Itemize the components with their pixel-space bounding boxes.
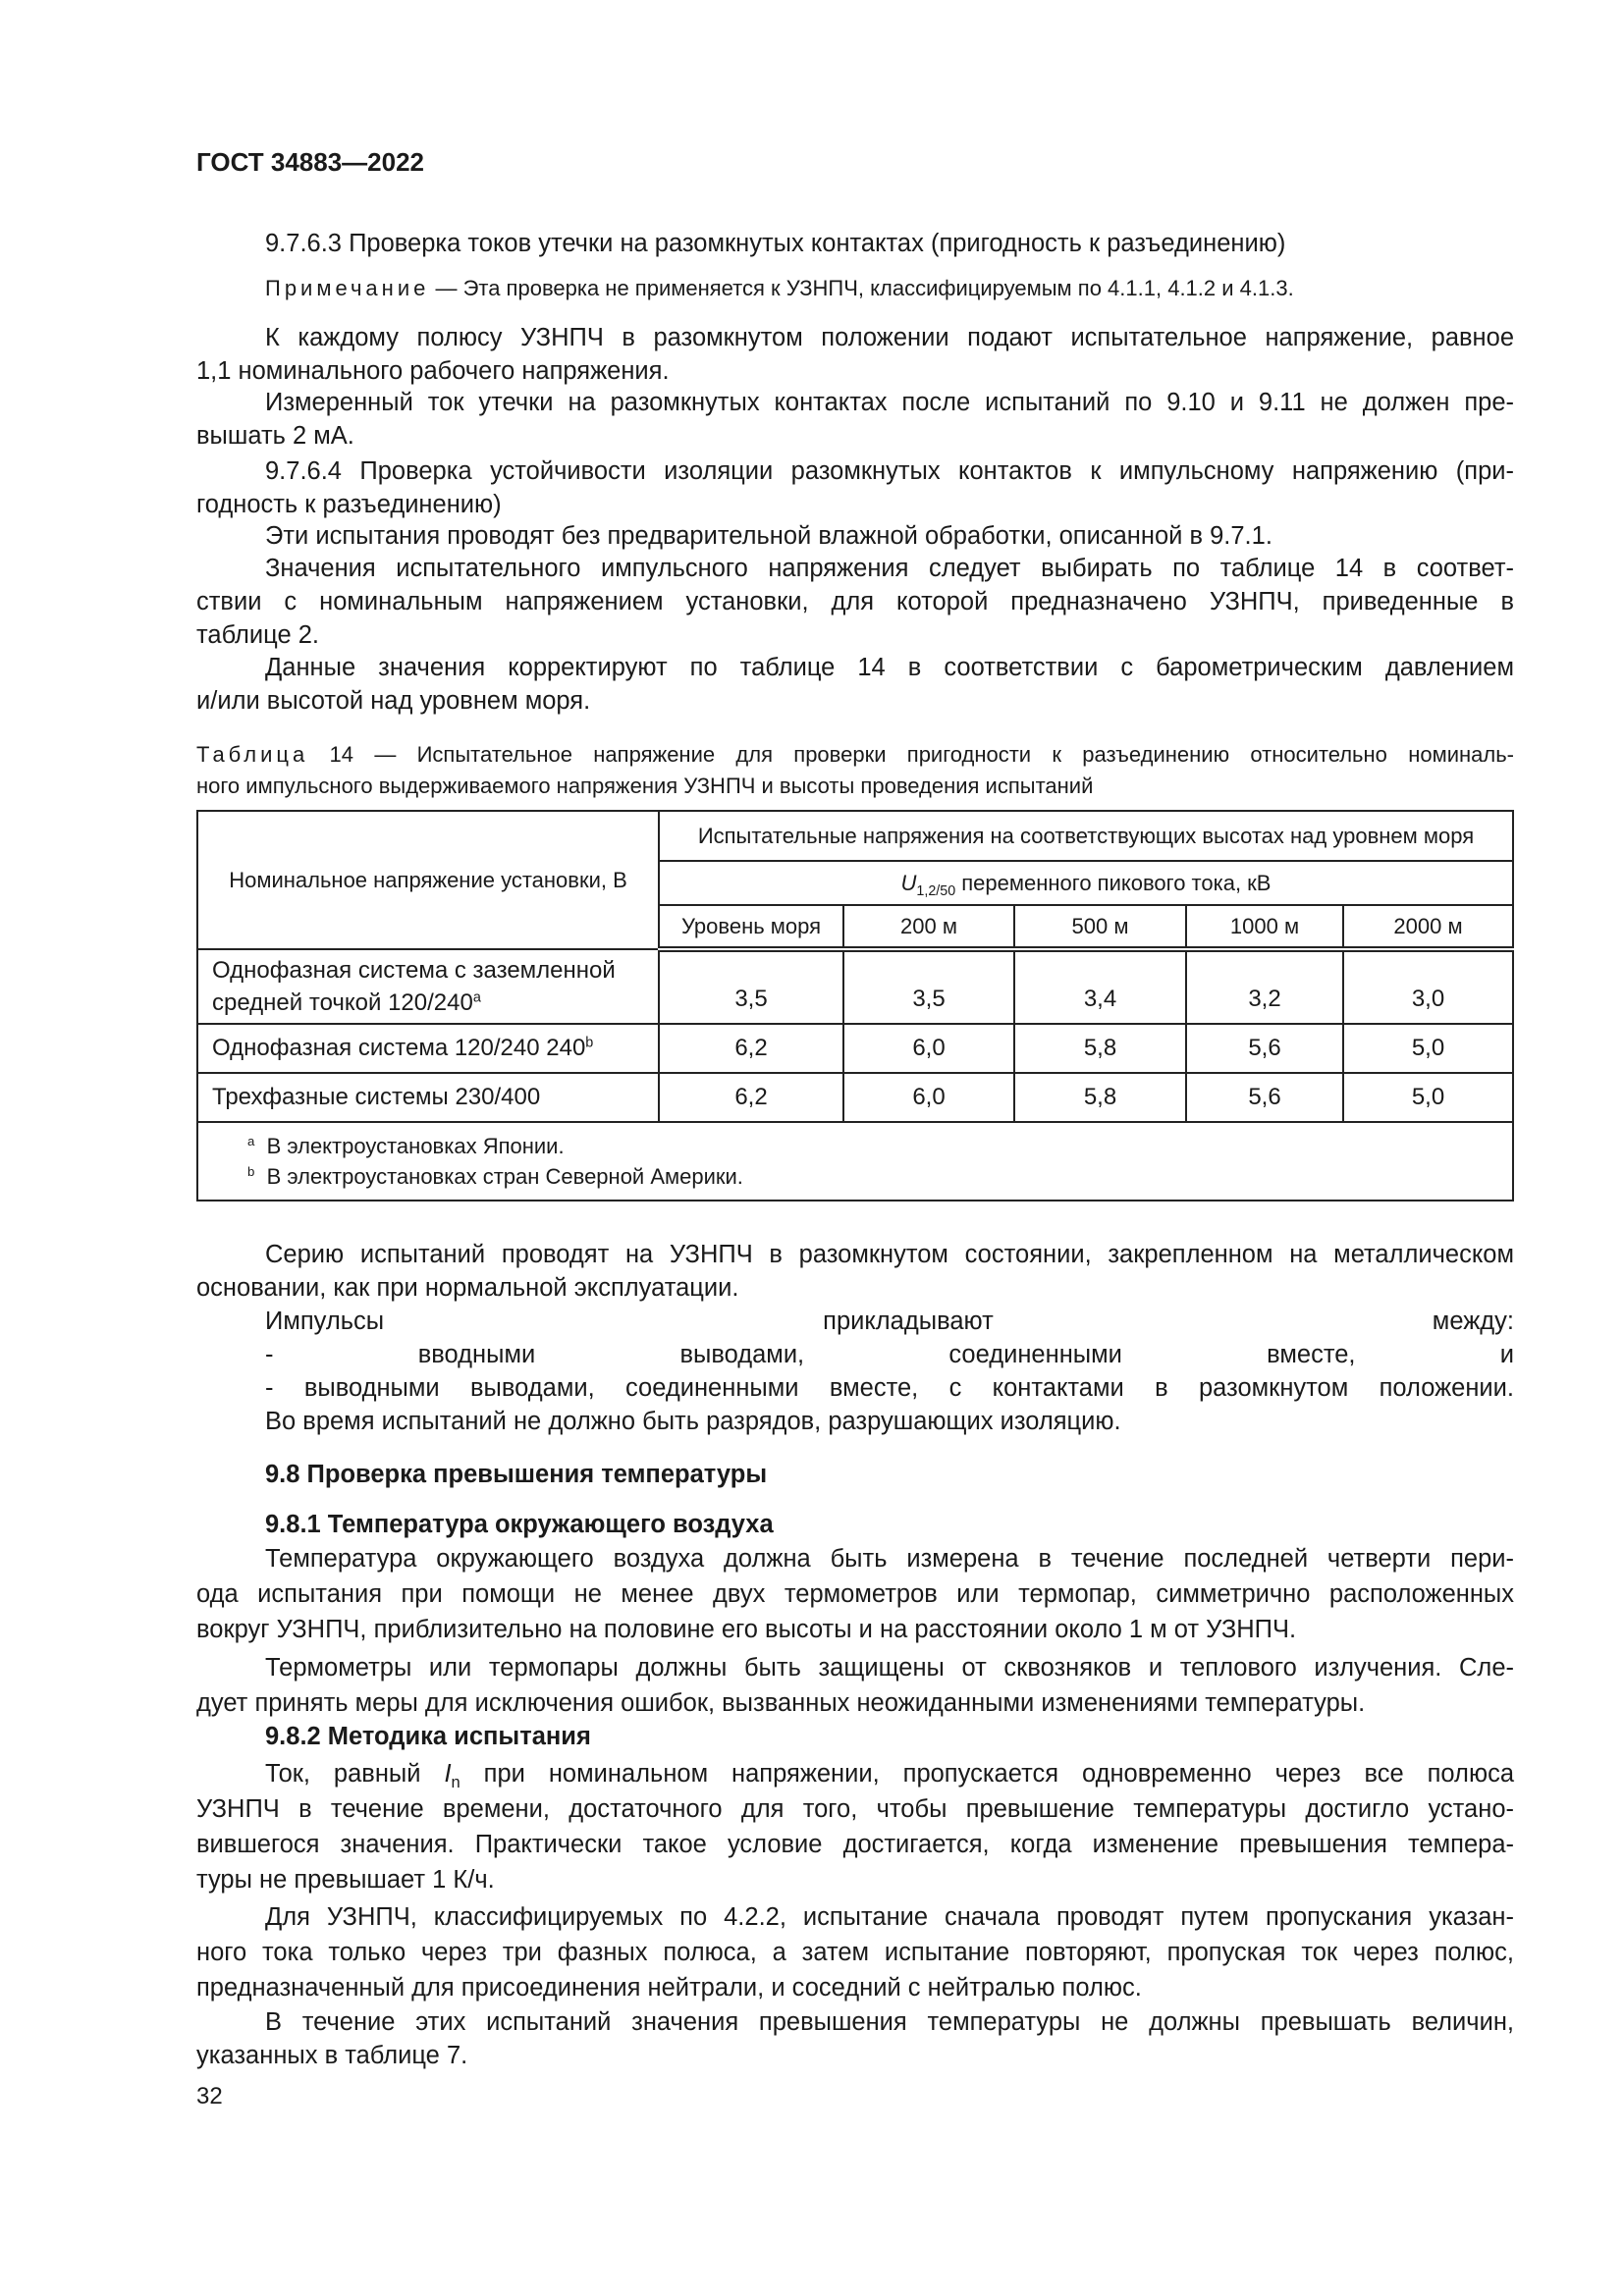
unit-header — [659, 861, 1513, 905]
paragraph — [196, 1899, 1514, 2005]
text-line: Для УЗНПЧ, классифицируемых по 4.2.2, испытание сначала проводят путем пропускания указан- — [265, 1903, 1514, 1931]
text-line: Во время испытаний не должно быть разрядов, разрушающих изоляцию. — [265, 1408, 1121, 1435]
footnote — [247, 1161, 1463, 1192]
table-cell: 6,0 — [843, 1073, 1014, 1122]
table-cell: 5,0 — [1343, 1024, 1513, 1073]
page-number: 32 — [196, 2083, 223, 2109]
text-line: Температура окружающего воздуха должна быть измерена в течение последней четверти пери- — [265, 1545, 1514, 1573]
column-header: 200 м — [843, 905, 1014, 949]
row-label — [197, 1024, 659, 1073]
text-line: Данные значения корректируют по таблице 14 в соответствии с барометрическим давлением — [265, 654, 1514, 681]
text-line: ного тока только через три фазных полюса, а затем испытание повторяют, пропуская ток через полюс, — [196, 1939, 1514, 1966]
paragraph — [196, 1305, 1514, 1438]
table-cell: 5,6 — [1186, 1024, 1343, 1073]
section-heading — [196, 1458, 1514, 1491]
table-14 — [196, 810, 1514, 1201]
text-line: - вводными выводами, соединенными вместе, и — [265, 1341, 1514, 1368]
text-line: Значения испытательного импульсного напряжения следует выбирать по таблице 14 в соответ- — [265, 555, 1514, 582]
table-row — [197, 949, 1513, 1024]
table-cell: 3,5 — [843, 949, 1014, 1024]
section-heading — [196, 1508, 1514, 1541]
table-cell: 5,8 — [1014, 1024, 1186, 1073]
row-label-line: Однофазная система с заземленной — [212, 957, 616, 984]
document-header: ГОСТ 34883—2022 — [196, 147, 424, 177]
unit-symbol: U — [900, 870, 917, 895]
text-line: ного импульсного выдерживаемого напряжения УЗНПЧ и высоты проведения испытаний — [196, 774, 1094, 798]
table-footnotes — [197, 1122, 1513, 1201]
table-cell: 5,8 — [1014, 1073, 1186, 1122]
text-line: Ток, равный $I_n$ при номинальном напряжении, пропускается одновременно через все полюса — [265, 1760, 1514, 1791]
text-line: вокруг УЗНПЧ, приблизительно на половине его высоты и на расстоянии около 1 м от УЗНПЧ. — [196, 1616, 1297, 1643]
row-label — [197, 949, 659, 1024]
paragraph — [196, 1756, 1514, 1897]
column-header: Уровень моря — [659, 905, 843, 949]
text-line: 9.7.6.3 Проверка токов утечки на разомкнутых контактах (пригодность к разъединению) — [265, 230, 1286, 257]
row-label-line: Трехфазные системы 230/400 — [212, 1084, 541, 1110]
text-line: Серию испытаний проводят на УЗНПЧ в разомкнутом состоянии, закрепленном на металлическом — [265, 1241, 1514, 1268]
paragraph — [196, 454, 1514, 521]
text-line: В течение этих испытаний значения превышения температуры не должны превышать величин, — [265, 2008, 1514, 2036]
text-line: УЗНПЧ в течение времени, достаточного для того, чтобы превышение температуры достигло устано- — [196, 1795, 1514, 1823]
text-line: Примечание — Эта проверка не применяется к УЗНПЧ, классифицируемым по 4.1.1, 4.1.2 и 4.1.3. — [265, 276, 1294, 300]
text-line: - выводными выводами, соединенными вместе, с контактами в разомкнутом положении. — [265, 1374, 1514, 1402]
table-cell: 3,0 — [1343, 949, 1513, 1024]
footnote-mark: a — [247, 1134, 255, 1149]
footnote — [247, 1131, 1463, 1161]
paragraph — [196, 519, 1514, 553]
table-cell: 6,0 — [843, 1024, 1014, 1073]
paragraph — [196, 1238, 1514, 1305]
paragraph — [196, 227, 1514, 260]
paragraph — [196, 386, 1514, 453]
row-label-line: средней точкой 120/240 — [212, 989, 473, 1016]
text-line: Термометры или термопары должны быть защищены от сквозняков и теплового излучения. Сле- — [265, 1654, 1514, 1682]
text-line: 9.8.1 Температура окружающего воздуха — [265, 1511, 774, 1538]
paragraph — [196, 1650, 1514, 1721]
text-line: предназначенный для присоединения нейтрали, и соседний с нейтралью полюс. — [196, 1974, 1142, 2002]
footnote-text: В электроустановках стран Северной Америки. — [266, 1164, 743, 1189]
text-line: Эти испытания проводят без предварительной влажной обработки, описанной в 9.7.1. — [265, 522, 1272, 550]
text-line: Импульсы прикладывают между: — [265, 1308, 1514, 1335]
text-line: ствии с номинальным напряжением установки, для которой предназначено УЗНПЧ, приведенные в — [196, 588, 1514, 615]
note — [196, 273, 1514, 304]
text-line: 9.8.2 Методика испытания — [265, 1723, 591, 1750]
text-line: 9.7.6.4 Проверка устойчивости изоляции разомкнутых контактов к импульсному напряжению (при- — [265, 457, 1514, 485]
table-row — [197, 1024, 1513, 1073]
table-caption — [196, 739, 1514, 802]
column-header: 500 м — [1014, 905, 1186, 949]
text-line: вышать 2 мА. — [196, 422, 354, 450]
row-label — [197, 1073, 659, 1122]
table-cell: 6,2 — [659, 1024, 843, 1073]
table-cell: 6,2 — [659, 1073, 843, 1122]
text-line: основании, как при нормальной эксплуатации. — [196, 1274, 739, 1302]
section-heading — [196, 1720, 1514, 1753]
caption-label: Таблица — [196, 742, 309, 767]
paragraph — [196, 651, 1514, 718]
footnote-mark: b — [247, 1164, 255, 1180]
text-line: дует принять меры для исключения ошибок, вызванных неожиданными изменениями температуры. — [196, 1689, 1366, 1717]
text-line: вившегося значения. Практически такое условие достигается, когда изменение превышения темпера- — [196, 1831, 1514, 1858]
text-line: указанных в таблице 7. — [196, 2042, 468, 2069]
table-cell: 3,4 — [1014, 949, 1186, 1024]
text-line: Измеренный ток утечки на разомкнутых контактах после испытаний по 9.10 и 9.11 не должен пре- — [265, 389, 1514, 416]
table-cell: 5,0 — [1343, 1073, 1513, 1122]
footnote-mark: b — [585, 1035, 594, 1051]
text-line: 1,1 номинального рабочего напряжения. — [196, 357, 670, 385]
text-line: ода испытания при помощи не менее двух термометров или термопар, симметрично расположенных — [196, 1580, 1514, 1608]
unit-subscript: 1,2/50 — [916, 882, 956, 899]
text-line: таблице 2. — [196, 621, 320, 649]
text-line: туры не превышает 1 К/ч. — [196, 1866, 495, 1894]
table-cell: 3,2 — [1186, 949, 1343, 1024]
column-header: 2000 м — [1343, 905, 1513, 949]
table-row — [197, 1073, 1513, 1122]
current-symbol: I — [444, 1760, 452, 1788]
paragraph — [196, 1541, 1514, 1647]
row-label-line: Однофазная система 120/240 240 — [212, 1035, 586, 1061]
footnote-text: В электроустановках Японии. — [266, 1134, 565, 1158]
footnote-mark: a — [472, 989, 481, 1006]
text-line: 9.8 Проверка превышения температуры — [265, 1461, 768, 1488]
paragraph — [196, 552, 1514, 652]
unit-text: переменного пикового тока, кВ — [955, 870, 1272, 895]
text-line: годность к разъединению) — [196, 491, 502, 518]
text-line: и/или высотой над уровнем моря. — [196, 687, 591, 715]
group-header: Испытательные напряжения на соответствующих высотах над уровнем моря — [659, 811, 1513, 861]
paragraph — [196, 2005, 1514, 2072]
text-line: К каждому полюсу УЗНПЧ в разомкнутом положении подают испытательное напряжение, равное — [265, 324, 1514, 351]
note-label: Примечание — [265, 276, 430, 300]
table-cell: 5,6 — [1186, 1073, 1343, 1122]
paragraph — [196, 321, 1514, 388]
table-cell: 3,5 — [659, 949, 843, 1024]
column-header-voltage: Номинальное напряжение установки, В — [197, 811, 659, 949]
column-header: 1000 м — [1186, 905, 1343, 949]
text-line: Таблица 14 — Испытательное напряжение для проверки пригодности к разъединению относительно номиналь- — [196, 742, 1514, 767]
